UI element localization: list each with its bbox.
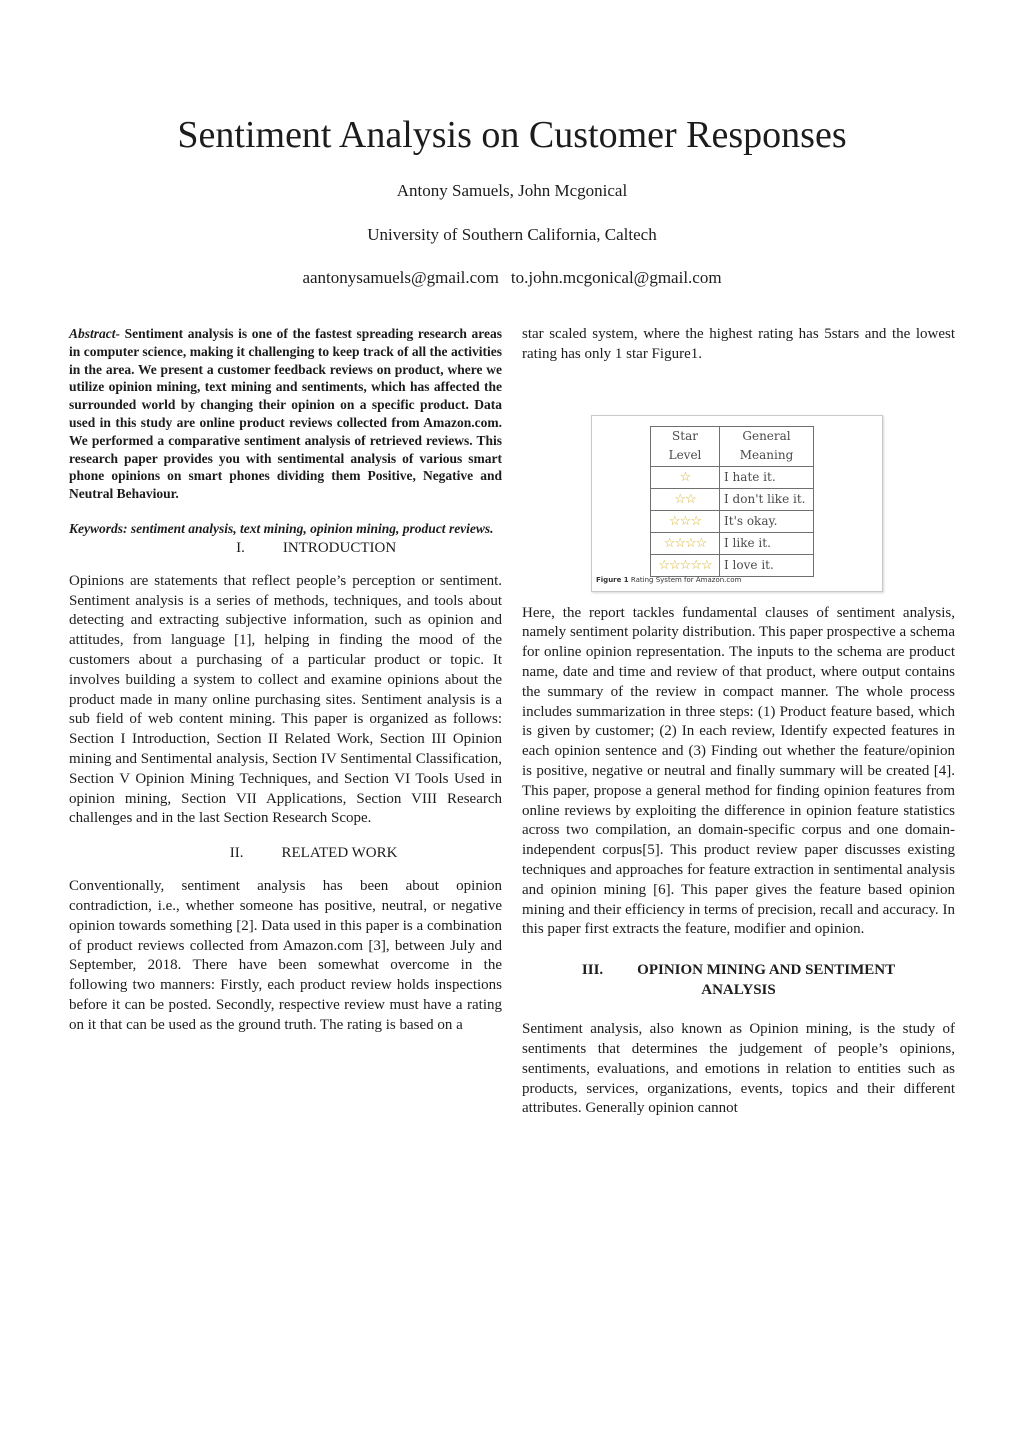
rating-meaning: I love it. [720, 555, 814, 577]
paper-title: Sentiment Analysis on Customer Responses [177, 114, 847, 156]
header-general-meaning: General Meaning [720, 426, 814, 467]
star-rating-icon: ☆☆ [651, 489, 720, 511]
figure-1-caption-text: Rating System for Amazon.com [630, 575, 742, 584]
rating-meaning: It's okay. [720, 511, 814, 533]
section-2-text: Conventionally, sentiment analysis has been about opinion contradiction, i.e., whether someone has positive, neutral, or negative opinion towards something [2]. Data used in this paper is a combination of product reviews collected from Amazon.com [3], between July and September, 2018. There have been somewhat overcome in the following two manners: Firstly, each product review holds inspections before it can be posted. Secondly, respective review must have a rating on it that can be used as the ground truth. The rating is based on a [69, 878, 502, 1033]
authors: Antony Samuels, John Mcgonical [396, 181, 628, 200]
section-1-text: Opinions are statements that reflect people’s perception or sentiment. Sentiment analysis is a series of methods, techniques, and tools about detecting and extracting subjective information, such as opinion and attitudes, from language [1], helping in finding the mood of the customers about a purchasing of a particular product or topic. It involves building a system to collect and examine opinions about the product made in many online purchasing sites. Sentiment analysis is a sub field of web content mining. This paper is organized as follows: Section I Introduction, Section II Related Work, Section III Opinion mining and Sentimental analysis, Section IV Sentimental Classification, Section V Opinion Mining Techniques, and Section VI Tools Used in opinion mining, Section VII Applications, Section VIII Research challenges and in the last Section Research Scope. [69, 572, 502, 827]
section-3-heading [522, 960, 955, 1000]
section-3-title-line-2: ANALYSIS [701, 982, 776, 999]
figure-1 [591, 415, 883, 592]
section-1-title: INTRODUCTION [282, 539, 397, 556]
abstract-label: Abstract- [69, 326, 121, 341]
figure-1-caption [596, 571, 741, 591]
star-rating-icon: ☆☆☆☆☆ [651, 555, 720, 577]
abstract-text: Sentiment analysis is one of the fastest spreading research areas in computer science, making it challenging to keep track of all the activities in the area. We present a customer feedback reviews on product, where we utilize opinion mining, text mining and sentiments, which has affected the surrounded world by changing their opinion on a specific product. Data used in this study are online product reviews collected from Amazon.com. We performed a comparative sentiment analysis of retrieved reviews. This research paper provides you with sentimental analysis of various smart phone opinions on smart phones dividing them Positive, Negative and Neutral Behaviour. [69, 326, 502, 502]
section-3-title-line-1: OPINION MINING AND SENTIMENT [637, 962, 896, 979]
continuation-text: star scaled system, where the highest rating has 5stars and the lowest rating has only 1 star Figure1. [522, 326, 955, 362]
star-rating-icon: ☆☆☆☆ [651, 533, 720, 555]
header-star-level: Star Level [651, 426, 720, 467]
rating-row [651, 533, 814, 555]
email-1: aantonysamuels@gmail.com [302, 268, 499, 287]
rating-meaning: I don't like it. [720, 489, 814, 511]
star-rating-icon: ☆ [651, 467, 720, 489]
right-paragraph-2: Here, the report tackles fundamental clauses of sentiment analysis, namely sentiment polarity distribution. This paper prospective a schema for online opinion representation. The inputs to the schema are product name, date and time and review of that product, where output contains the summary of the review in compact manner. The whole process includes summarization in three steps: (1) Product feature based, which is given by customer; (2) In each review, Identify expected features in each opinion sentence and (3) Finding out whether the feature/opinion is positive, negative or neutral and finally summary will be created [4]. This paper, propose a general method for finding opinion features from online reviews by exploiting the difference in opinion feature statistics across two compilation, an domain-specific corpus and one domain-independent corpus[5]. This product review paper discusses existing techniques and approaches for feature extraction in sentimental analysis and opinion mining [6]. This paper gives the feature based opinion mining and their efficiency in terms of precision, recall and accuracy. In this paper first extracts the feature, modifier and opinion. [522, 604, 955, 938]
section-3-number: III. [581, 962, 604, 979]
affiliation: University of Southern California, Caltech [367, 225, 657, 244]
rating-table [650, 426, 814, 578]
section-1-number: I. [236, 539, 245, 556]
rating-row [651, 467, 814, 489]
section-2-title: RELATED WORK [281, 845, 398, 862]
star-rating-icon: ☆☆☆ [651, 511, 720, 533]
right-column [522, 325, 955, 1119]
rating-table-header [651, 426, 814, 467]
left-column [69, 325, 502, 1036]
rating-meaning: I hate it. [720, 467, 814, 489]
section-1-heading [69, 538, 502, 558]
keywords: Keywords: sentiment analysis, text mining, opinion mining, product reviews. [69, 520, 494, 536]
rating-row [651, 489, 814, 511]
section-2-heading [69, 843, 502, 863]
email-2: to.john.mcgonical@gmail.com [510, 268, 722, 287]
rating-row [651, 511, 814, 533]
figure-1-caption-label: Figure 1 [596, 575, 629, 584]
rating-meaning: I like it. [720, 533, 814, 555]
email-line [0, 267, 1024, 289]
section-3-text: Sentiment analysis, also known as Opinion mining, is the study of sentiments that determines the judgement of people’s opinions, sentiments, evaluations, and emotions in relation to entities such as products, services, organizations, events, topics and their different attributes. Generally opinion cannot [522, 1021, 955, 1117]
abstract [69, 325, 502, 503]
section-2-number: II. [229, 845, 244, 862]
